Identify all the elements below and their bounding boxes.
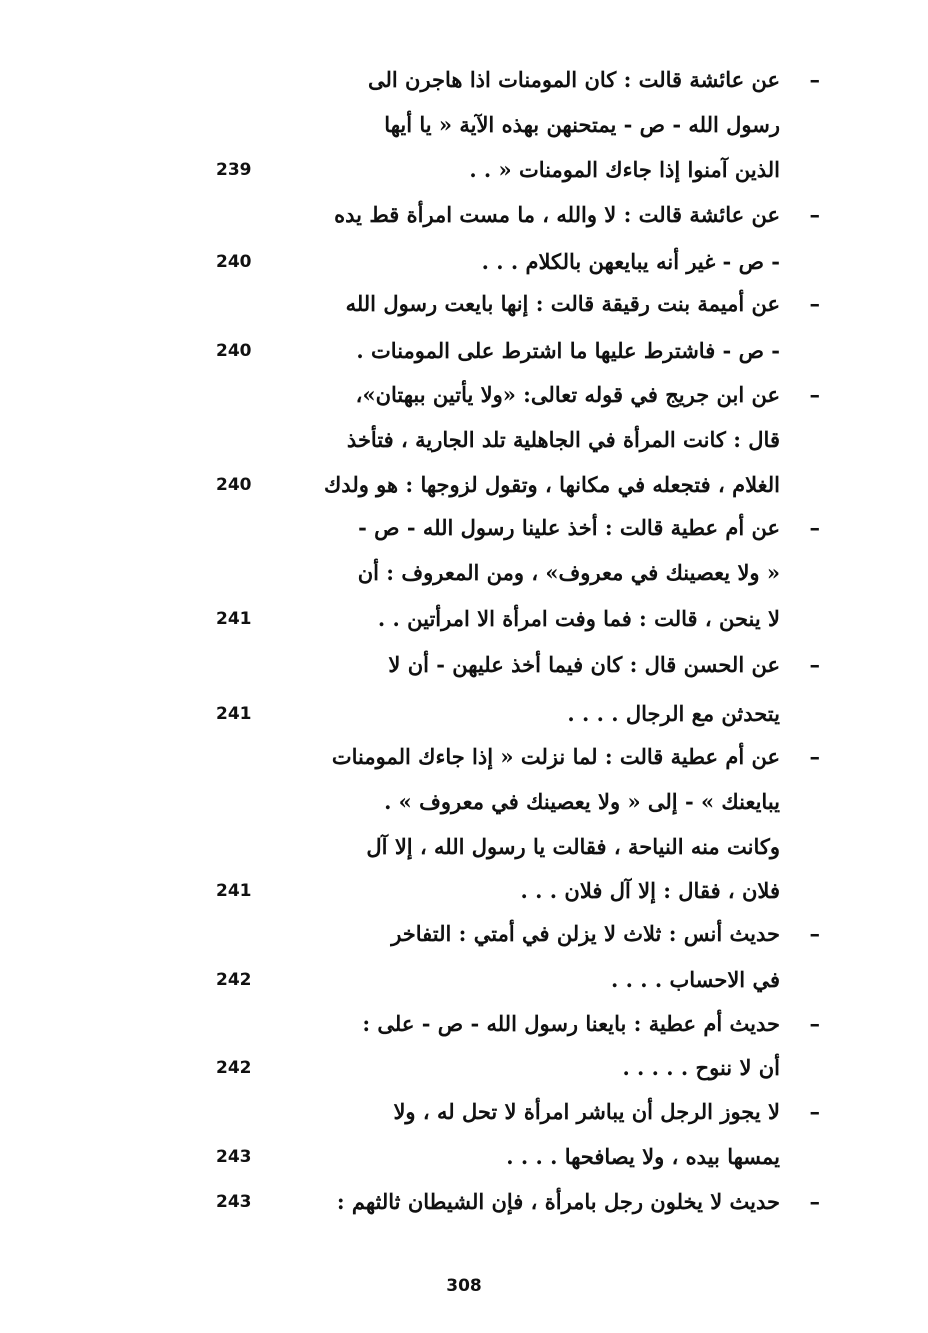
entry-4-line-1: – عن ابن جريج في قوله تعالى: «ولا يأتين ببهتان»، — [180, 373, 820, 417]
page-ref: 239 — [216, 160, 252, 180]
page-ref: 243 — [216, 1147, 252, 1167]
entry-dash: – — [809, 291, 820, 316]
entry-6-line-1: – عن الحسن قال : كان فيما أخذ عليهن - أن لا — [180, 643, 820, 687]
entry-dash: – — [809, 1011, 820, 1036]
entry-dash: – — [809, 67, 820, 92]
entry-4-line-3: 240 الغلام ، فتجعله في مكانها ، وتقول لزوجها : هو ولدك — [180, 463, 820, 507]
entry-dash: – — [809, 744, 820, 769]
page-ref: 241 — [216, 609, 252, 629]
entry-7-line-3: وكانت منه النياحة ، فقالت يا رسول الله ، إلا آل — [366, 834, 780, 859]
page-ref: 241 — [216, 881, 252, 901]
entry-3-line-1: – عن أميمة بنت رقيقة قالت : إنها بايعت رسول الله — [180, 282, 820, 326]
page-ref: 243 — [216, 1192, 252, 1212]
entry-5-line-2: « ولا يعصينك في معروف» ، ومن المعروف : أن — [357, 560, 780, 585]
entry-dash: – — [809, 515, 820, 540]
entry-5-line-1: – عن أم عطية قالت : أخذ علينا رسول الله - ص - — [180, 506, 820, 550]
entry-5-line-3: 241 لا ينحن ، قالت : فما وفت امرأة الا امرأتين . . — [180, 597, 820, 641]
entry-dash: – — [809, 1099, 820, 1124]
entry-6-line-2: 241 يتحدثن مع الرجال . . . . — [180, 692, 820, 736]
entry-3-line-2: 240 - ص - فاشترط عليها ما اشترط على المومنات . — [180, 329, 820, 373]
entry-8-line-2: 242 في الاحساب . . . . — [180, 958, 820, 1002]
entry-dash: – — [809, 382, 820, 407]
entry-4-line-2: قال : كانت المرأة في الجاهلية تلد الجارية ، فتأخذ — [346, 427, 780, 452]
entry-8-line-1: – حديث أنس : ثلاث لا يزلن في أمتي : التفاخر — [180, 912, 820, 956]
entry-1-line-2: رسول الله - ص - يمتحنهن بهذه الآية « يا أيها — [384, 112, 780, 137]
page-ref: 240 — [216, 475, 252, 495]
entry-2-line-2: 240 - ص - غير أنه يبايعهن بالكلام . . . — [180, 240, 820, 284]
entry-1-line-1: – عن عائشة قالت : كان المومنات اذا هاجرن الى — [180, 58, 820, 102]
entry-dash: – — [809, 921, 820, 946]
entry-10-line-1: – لا يجوز الرجل أن يباشر امرأة لا تحل له ، ولا — [180, 1090, 820, 1134]
entry-11-line-1: – 243 حديث لا يخلون رجل بامرأة ، فإن الشيطان ثالثهم : — [180, 1180, 820, 1224]
entry-2-line-1: – عن عائشة قالت : لا والله ، ما مست امرأة قط يده — [180, 193, 820, 237]
page-ref: 242 — [216, 1058, 252, 1078]
entry-dash: – — [809, 1189, 820, 1214]
entry-dash: – — [809, 202, 820, 227]
page-ref: 240 — [216, 252, 252, 272]
page-ref: 240 — [216, 341, 252, 361]
page-ref: 241 — [216, 704, 252, 724]
entry-9-line-1: – حديث أم عطية : بايعنا رسول الله - ص - على : — [180, 1002, 820, 1046]
entry-7-line-2: يبايعنك » - إلى « ولا يعصينك في معروف » . — [384, 789, 780, 814]
entry-dash: – — [809, 652, 820, 677]
entry-7-line-4: 241 فلان ، فقال : إلا آل فلان . . . — [180, 869, 820, 913]
entry-10-line-2: 243 يمسها بيده ، ولا يصافحها . . . . — [180, 1135, 820, 1179]
entry-7-line-1: – عن أم عطية قالت : لما نزلت « إذا جاءك المومنات — [180, 735, 820, 779]
page-number: 308 — [446, 1276, 482, 1296]
entry-1-line-3: 239 الذين آمنوا إذا جاءك المومنات « . . — [180, 148, 820, 192]
page-ref: 242 — [216, 970, 252, 990]
entry-9-line-2: 242 أن لا ننوح . . . . . — [180, 1046, 820, 1090]
